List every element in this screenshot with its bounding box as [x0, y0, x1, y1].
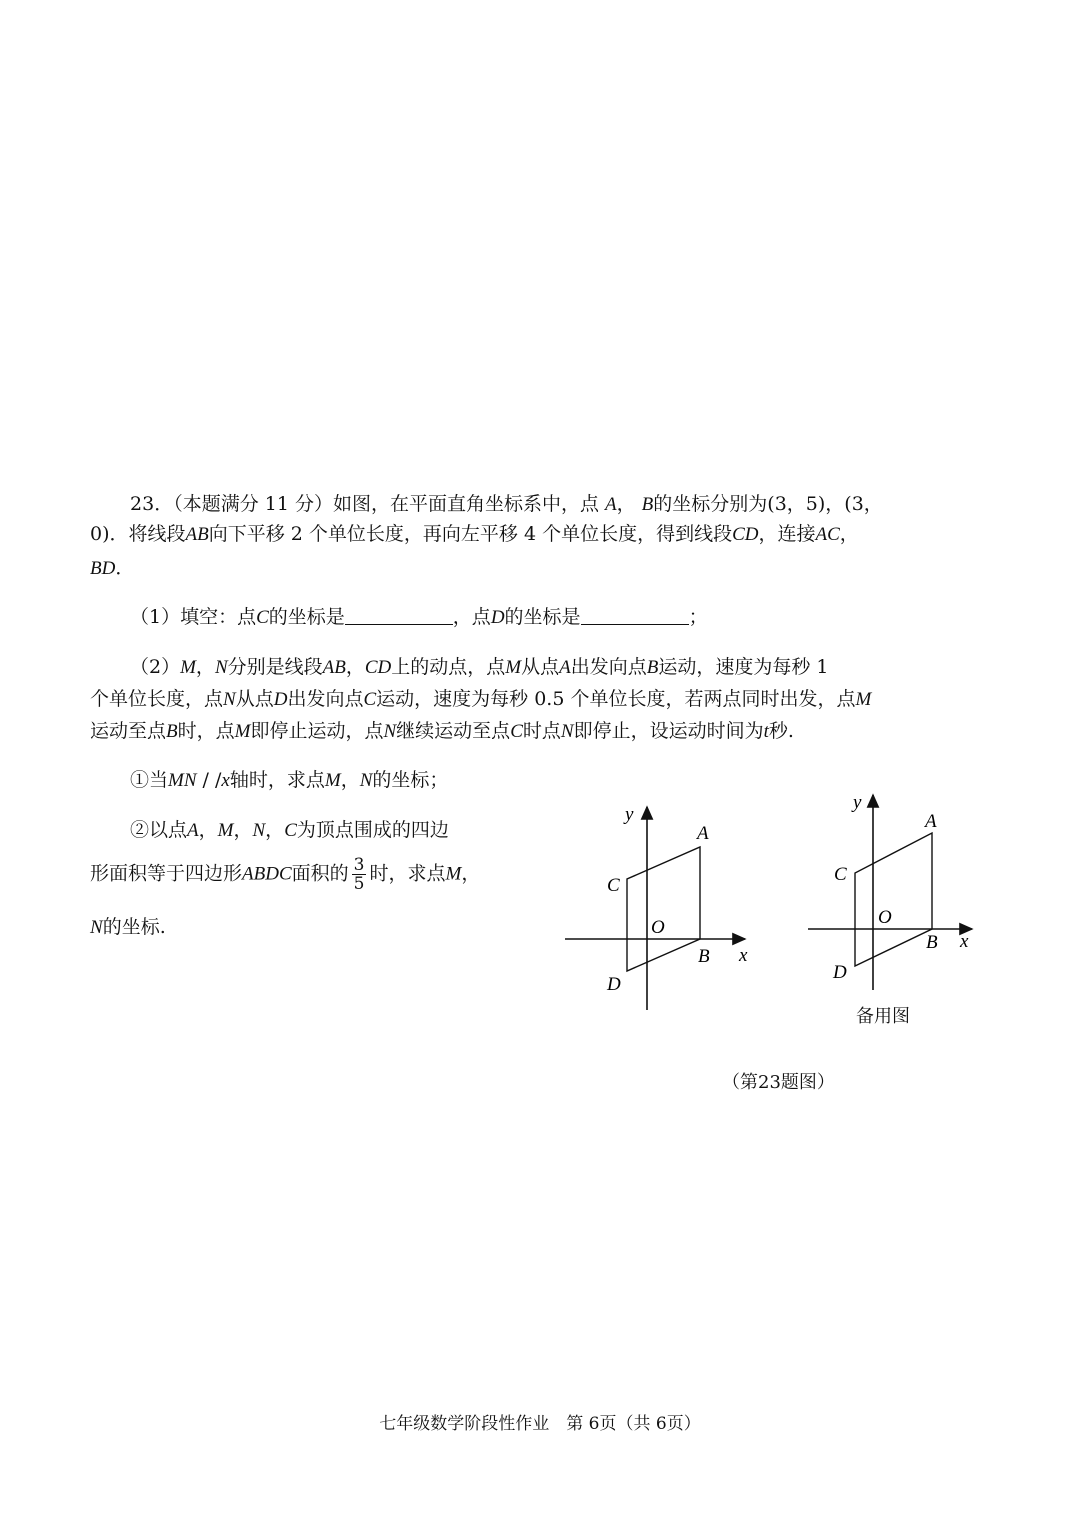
part2-line-1: （2）M，N分别是线段AB，CD上的动点，点M从点A出发向点B运动，速度为每秒 1	[130, 656, 829, 678]
part2-line-3: 运动至点B时，点M即停止运动，点N继续运动至点C时点N即停止，设运动时间为t秒.	[90, 720, 794, 742]
subquestion-2-line-3: N的坐标.	[90, 916, 166, 938]
subquestion-2-line-2: 形面积等于四边形ABDC面积的 $\frac{3}{5}$ 时，求点M，	[90, 855, 481, 894]
label-d: D	[833, 962, 847, 983]
label-b: B	[926, 932, 938, 953]
subquestion-1: ①当MN / /x轴时，求点M，N的坐标；	[130, 769, 449, 791]
fraction-three-fifths: $\frac{3}{5}$	[353, 855, 365, 894]
label-x: x	[960, 931, 969, 952]
answer-blank-c[interactable]	[345, 606, 453, 625]
part2-line-2: 个单位长度，点N从点D出发向点C运动，速度为每秒 0.5 个单位长度，若两点同时出发，点M	[90, 688, 872, 710]
label-a: A	[925, 811, 937, 832]
parallelogram-abdc	[627, 847, 700, 971]
answer-blank-d[interactable]	[581, 606, 689, 625]
subquestion-2-line-1: ②以点A，M，N，C为顶点围成的四边	[130, 819, 449, 841]
backup-figure-caption: 备用图	[856, 1006, 910, 1027]
page-footer: 七年级数学阶段性作业 第 6页（共 6页）	[379, 1414, 701, 1434]
label-o: O	[878, 907, 892, 928]
label-o: O	[651, 917, 665, 938]
label-d: D	[607, 974, 621, 995]
label-x: x	[739, 945, 748, 966]
label-y: y	[625, 804, 634, 825]
label-a: A	[697, 823, 709, 844]
figure-caption: （第23题图）	[722, 1072, 835, 1093]
coordinate-figure-backup	[800, 785, 990, 1005]
part1-line: （1）填空：点C的坐标是 ，点D的坐标是 ；	[130, 606, 708, 628]
label-c: C	[607, 875, 620, 896]
coordinate-figure-main	[555, 795, 775, 1020]
label-b: B	[698, 946, 710, 967]
problem-line-1: 23．（本题满分 11 分）如图，在平面直角坐标系中，点 A， B的坐标分别为(3，5)，(3，	[130, 493, 883, 515]
problem-line-2: 0)．将线段AB向下平移 2 个单位长度，再向左平移 4 个单位长度，得到线段CD，连接AC，	[90, 523, 859, 545]
problem-line-3: BD．	[90, 557, 135, 579]
label-c: C	[834, 864, 847, 885]
label-y: y	[853, 792, 862, 813]
parallelogram-abdc	[855, 833, 932, 966]
